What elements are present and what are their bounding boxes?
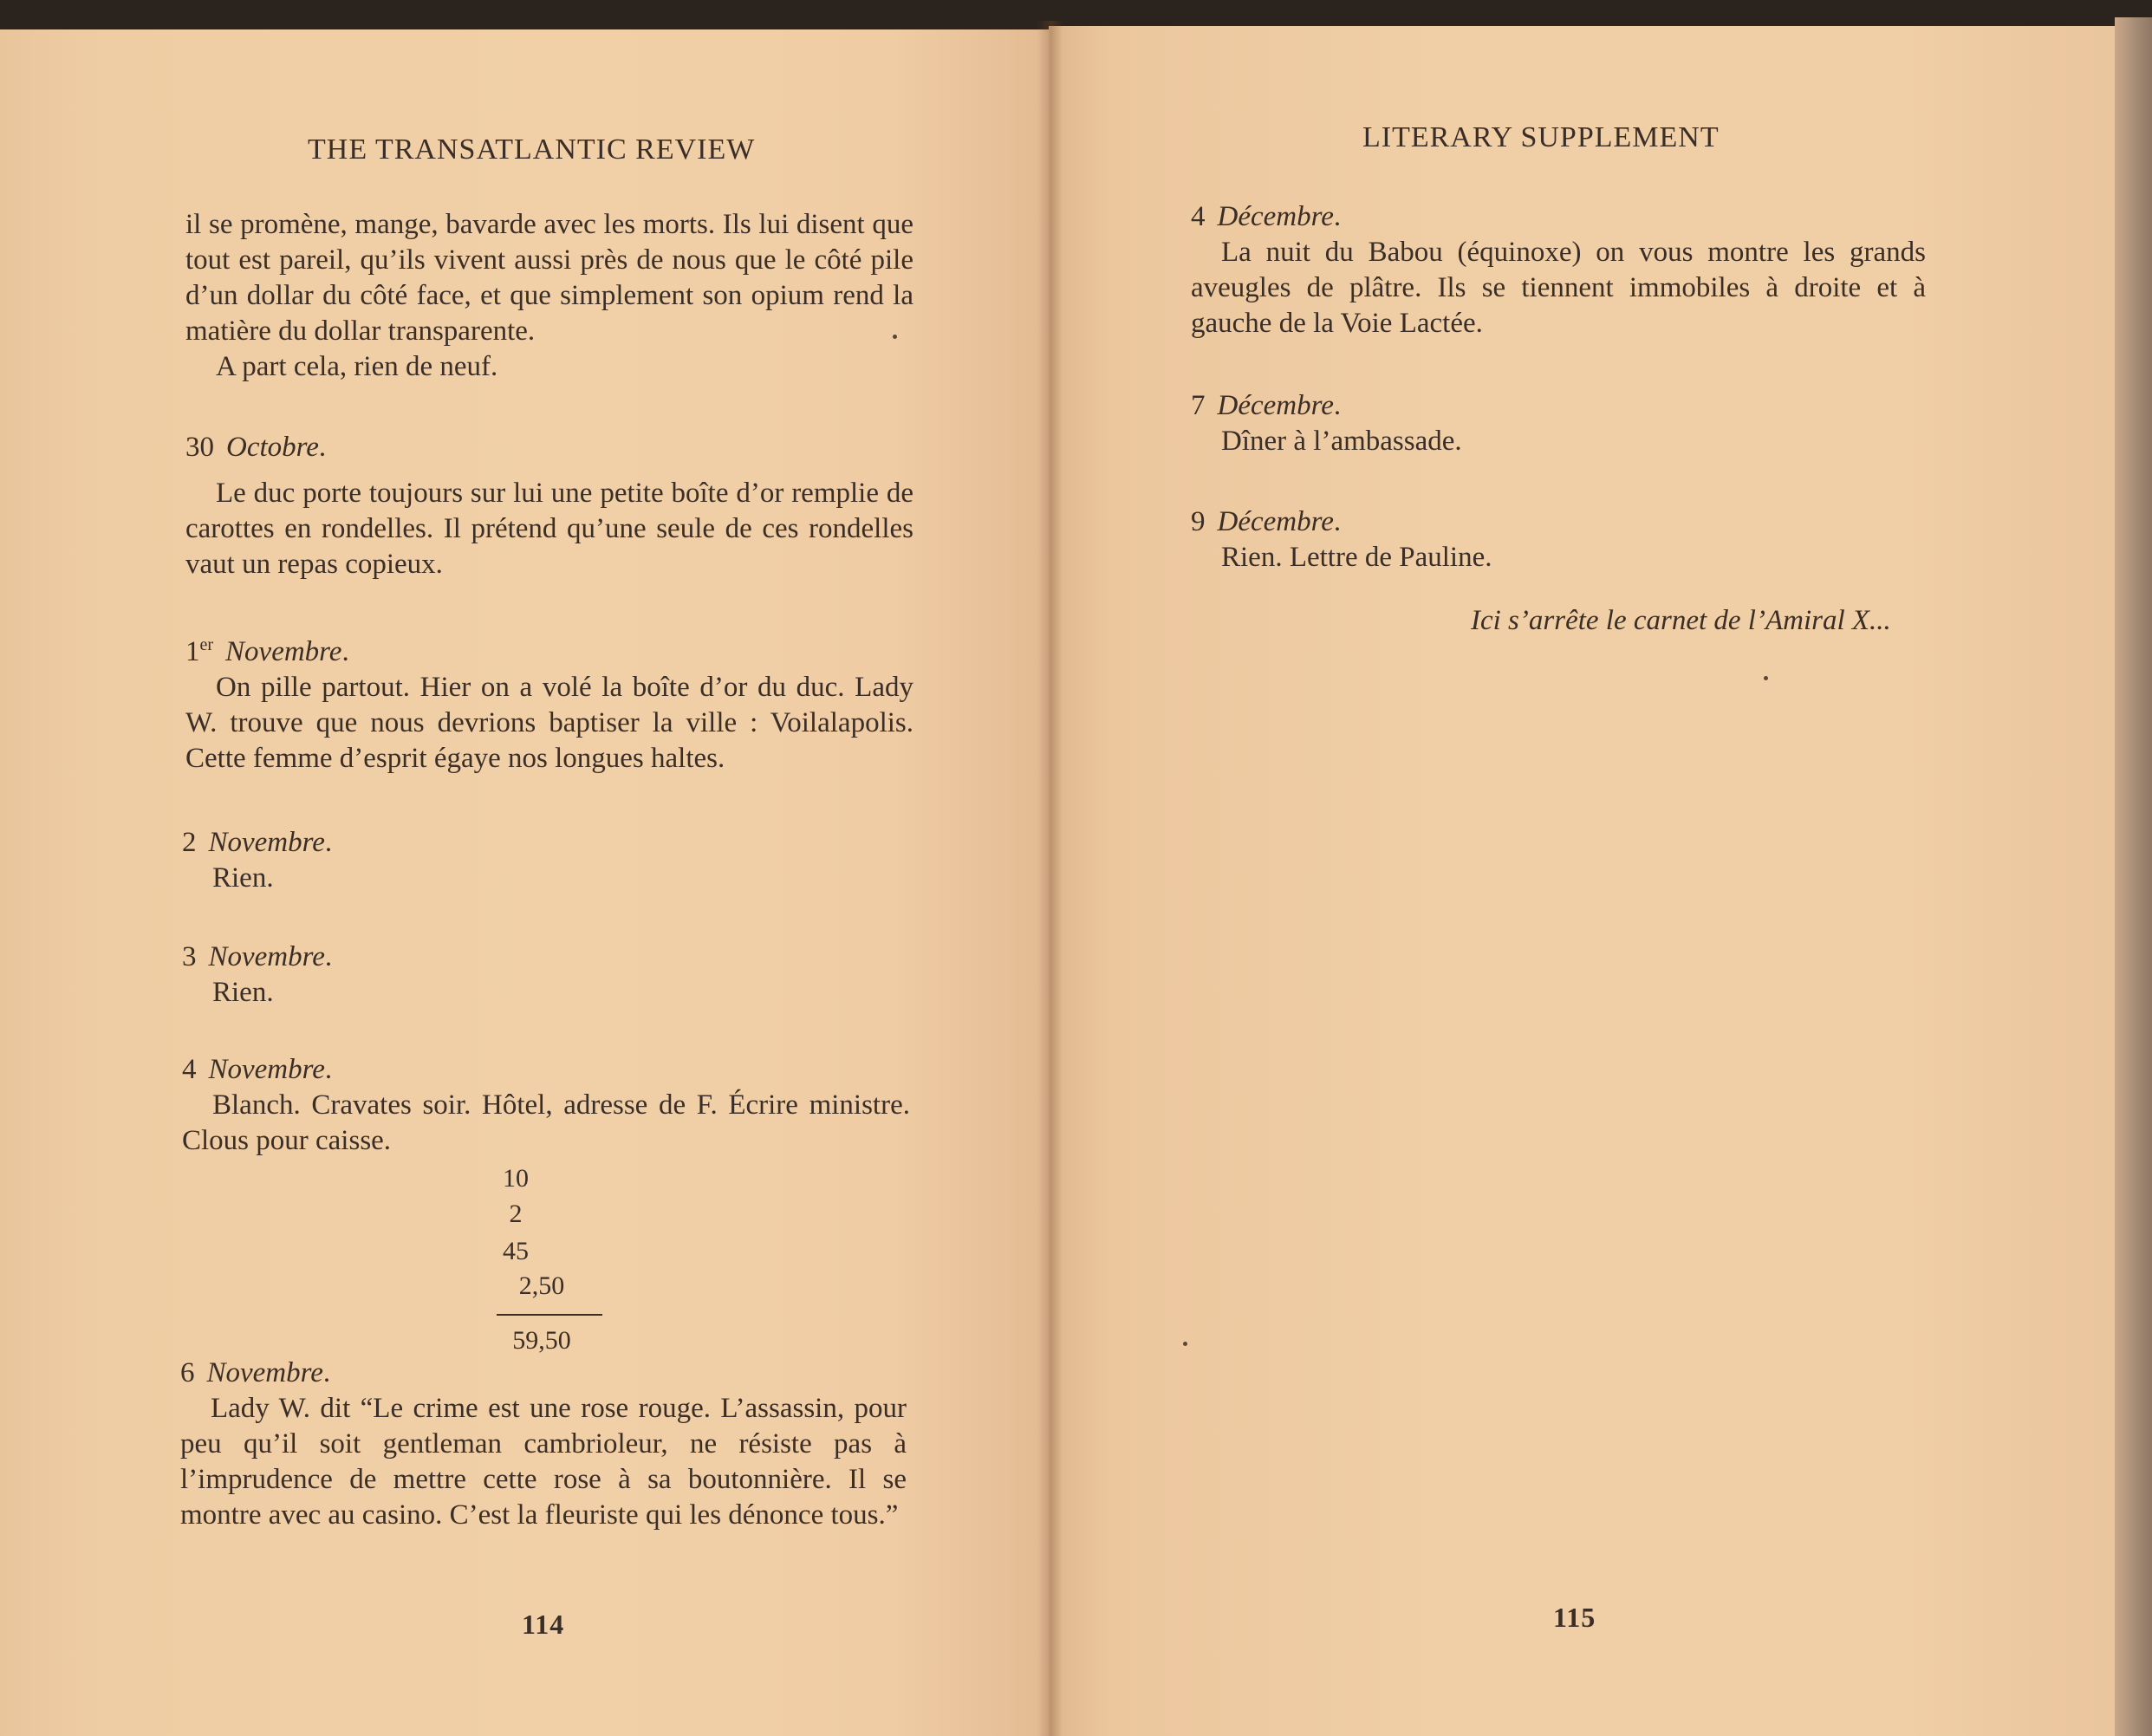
entry-2-novembre — [182, 825, 910, 896]
entry-date: 7 Décembre. — [1191, 390, 1342, 421]
entry-7-decembre — [1191, 388, 1926, 459]
entry-date: 2 Novembre. — [182, 827, 333, 858]
entry-date: 30 Octobre. — [185, 432, 327, 463]
entry-month: Novembre — [225, 636, 342, 667]
left-page — [0, 29, 1049, 1736]
entry-6-novembre — [180, 1356, 907, 1533]
sum-item: 2 — [509, 1200, 523, 1228]
entry-text: Rien. Lettre de Pauline. — [1221, 542, 1492, 573]
page-number-right: 115 — [1553, 1602, 1596, 1633]
entry-date: 3 Novembre. — [182, 941, 333, 972]
entry-9-decembre — [1191, 504, 1926, 575]
entry-month: Novembre — [208, 1054, 325, 1085]
entry-month: Novembre — [206, 1357, 323, 1388]
entry-date: 4 Novembre. — [182, 1054, 333, 1085]
book-gutter — [1037, 21, 1063, 1736]
opening-paragraph: il se promène, mange, bavarde avec les morts. Ils lui disent que tout est pareil, qu’ils vivent aussi près de nous que le côté pile d’un dollar du côté face, et que simplement son opium rend la matière du dollar transparente. — [185, 209, 913, 347]
entry-text: La nuit du Babou (équinoxe) on vous montre les grands aveugles de plâtre. Ils se tiennent immobiles à droite et à gauche de la Voie Lactée. — [1191, 237, 1926, 339]
entry-month: Décembre — [1217, 506, 1334, 537]
entry-month: Décembre — [1217, 390, 1334, 421]
entry-date: 6 Novembre. — [180, 1357, 331, 1388]
opening-paragraph-2: A part cela, rien de neuf. — [216, 351, 498, 382]
entry-month: Décembre — [1217, 201, 1334, 232]
sum-rule — [497, 1314, 602, 1316]
running-head-left: THE TRANSATLANTIC REVIEW — [308, 133, 756, 166]
paper-speck — [893, 335, 897, 339]
entry-day: 6 — [180, 1357, 195, 1388]
running-head-right: LITERARY SUPPLEMENT — [1362, 121, 1720, 153]
entry-month: Novembre — [208, 941, 325, 972]
entry-text: Dîner à l’ambassade. — [1221, 426, 1462, 457]
entry-30-octobre — [185, 430, 913, 582]
sum-item: 2,50 — [518, 1271, 565, 1300]
sum-item: 10 — [503, 1164, 529, 1193]
entry-day: 4 — [1191, 201, 1206, 232]
entry-day: 3 — [182, 941, 197, 972]
entry-day: 4 — [182, 1054, 197, 1085]
entry-date: 1er Novembre. — [185, 635, 349, 667]
entry-date: 9 Décembre. — [1191, 506, 1342, 537]
entry-day: 9 — [1191, 506, 1206, 537]
entry-text: Le duc porte toujours sur lui une petite boîte d’or remplie de carottes en rondelles. Il prétend qu’une seule de ces rondelles vaut un repas copieux. — [185, 478, 913, 580]
left-text-block — [185, 207, 913, 385]
entry-text: Lady W. dit “Le crime est une rose rouge. L’assassin, pour peu qu’il soit gentleman cambrioleur, ne résiste pas à l’imprudence de mettre cette rose à sa boutonnière. Il se montre avec au casino. C’est la fleuriste qui les dénonce tous.” — [180, 1393, 907, 1531]
entry-month: Novembre — [208, 827, 325, 858]
entry-date: 4 Décembre. — [1191, 201, 1342, 232]
entry-1er-novembre — [185, 627, 913, 777]
entry-month: Octobre — [226, 432, 319, 463]
entry-4-novembre — [182, 1052, 910, 1159]
entry-day-suffix: er — [199, 635, 214, 654]
entry-day: 30 — [185, 432, 214, 463]
entry-4-decembre — [1191, 199, 1926, 341]
entry-day: 1 — [185, 636, 200, 667]
page-edges — [2115, 17, 2152, 1736]
entry-text: On pille partout. Hier on a volé la boîte d’or du duc. Lady W. trouve que nous devrions baptiser la ville : Voilalapolis. Cette femme d’esprit égaye nos longues haltes. — [185, 672, 913, 774]
paper-speck — [1764, 676, 1768, 680]
entry-day: 7 — [1191, 390, 1206, 421]
entry-day: 2 — [182, 827, 197, 858]
page-number-left: 114 — [522, 1609, 565, 1640]
entry-text: Blanch. Cravates soir. Hôtel, adresse de F. Écrire ministre. Clous pour caisse. — [182, 1089, 910, 1156]
entry-text: Rien. — [212, 977, 274, 1008]
entry-text: Rien. — [212, 862, 274, 894]
sum-total: 59,50 — [512, 1326, 571, 1355]
closing-line: Ici s’arrête le carnet de l’Amiral X... — [1471, 605, 1891, 636]
sum-item: 45 — [503, 1237, 529, 1265]
right-page — [1049, 26, 2115, 1736]
paper-speck — [1183, 1342, 1187, 1346]
entry-3-novembre — [182, 940, 910, 1011]
